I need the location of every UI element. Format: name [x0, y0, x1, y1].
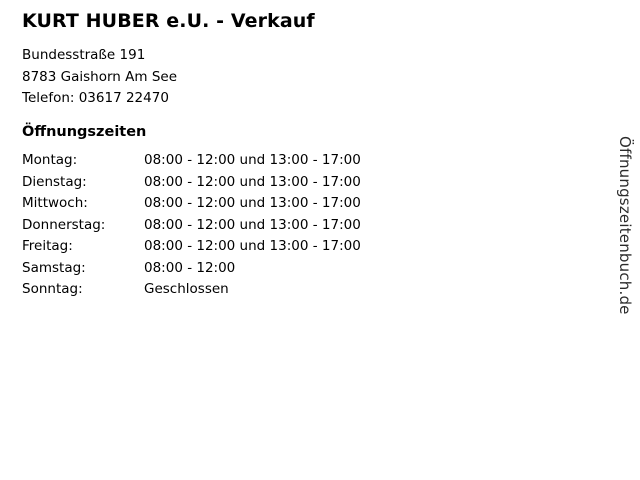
- table-row: [22, 281, 464, 303]
- day-label: Freitag:: [22, 238, 73, 254]
- address-street: Bundesstraße 191: [22, 47, 146, 63]
- address-phone: Telefon: 03617 22470: [22, 90, 169, 106]
- day-label: Sonntag:: [22, 281, 83, 297]
- day-label: Dienstag:: [22, 173, 87, 190]
- day-label: Donnerstag:: [22, 216, 106, 233]
- watermark-label: Öffnungszeitenbuch.de: [616, 136, 634, 315]
- day-hours: 08:00 - 12:00 und 13:00 - 17:00: [144, 238, 361, 254]
- opening-hours-table: [22, 152, 464, 303]
- table-row: [22, 238, 464, 260]
- table-row: [22, 174, 464, 196]
- day-hours: 08:00 - 12:00 und 13:00 - 17:00: [144, 173, 361, 190]
- day-hours: 08:00 - 12:00: [144, 259, 236, 276]
- day-hours: Geschlossen: [144, 281, 229, 297]
- day-hours: 08:00 - 12:00 und 13:00 - 17:00: [144, 152, 361, 168]
- address-city: 8783 Gaishorn Am See: [22, 68, 177, 85]
- address-block: [22, 45, 177, 110]
- day-label: Montag:: [22, 152, 78, 168]
- day-hours: 08:00 - 12:00 und 13:00 - 17:00: [144, 216, 361, 233]
- table-row: [22, 152, 464, 174]
- table-row: [22, 260, 464, 282]
- page-title: KURT HUBER e.U. - Verkauf: [22, 10, 315, 32]
- table-row: [22, 195, 464, 217]
- opening-hours-heading: Öffnungszeiten: [22, 124, 147, 140]
- table-row: [22, 217, 464, 239]
- day-label: Mittwoch:: [22, 195, 88, 211]
- day-hours: 08:00 - 12:00 und 13:00 - 17:00: [144, 195, 361, 211]
- day-label: Samstag:: [22, 259, 86, 276]
